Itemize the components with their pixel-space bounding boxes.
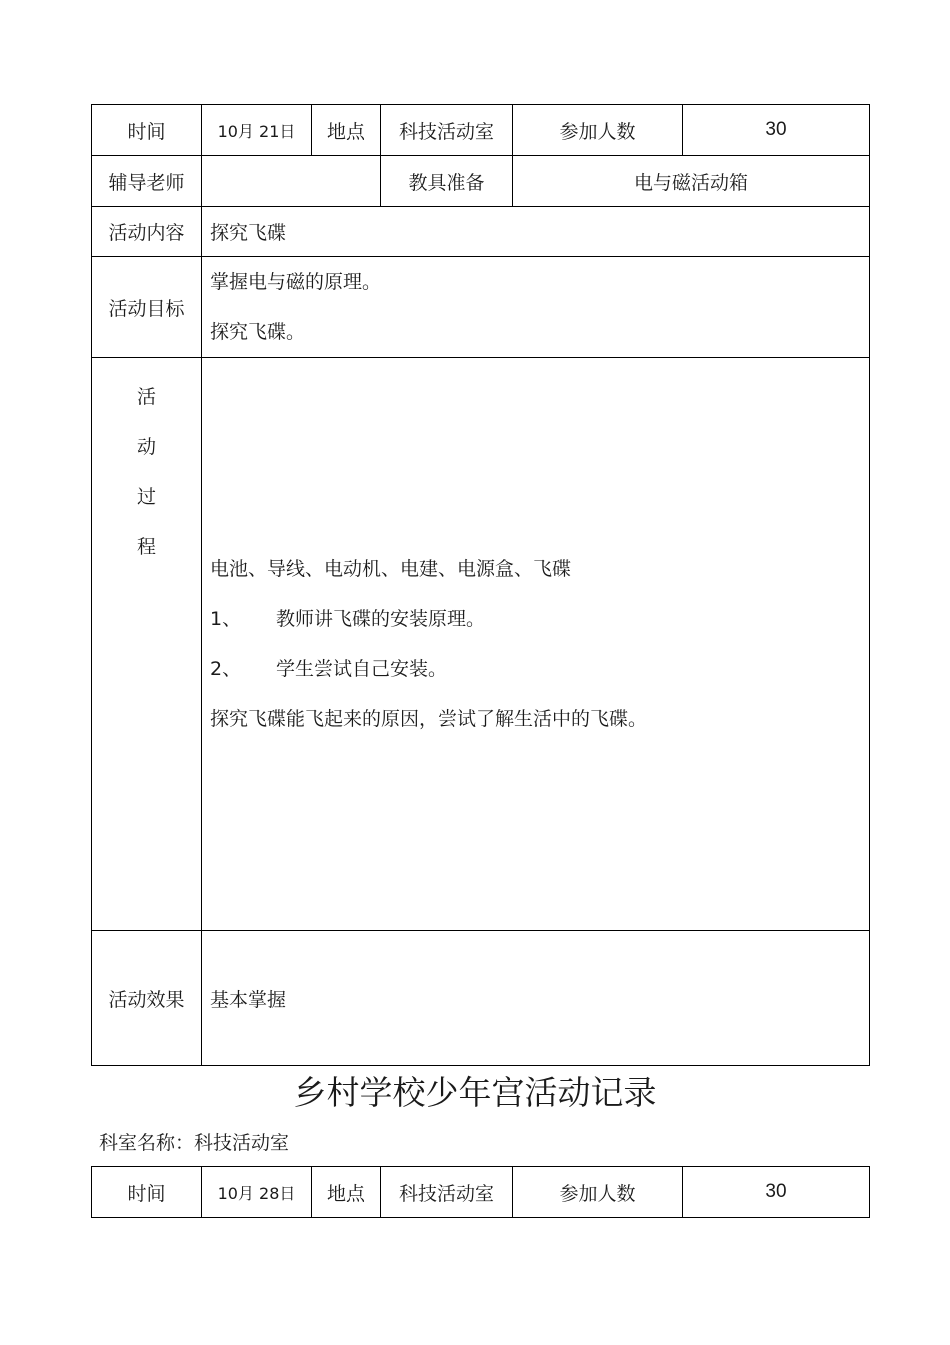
time-label: 时间 (92, 1167, 202, 1218)
step-number: 2、 (210, 658, 242, 680)
place-label: 地点 (312, 1167, 381, 1218)
equipment-value: 电与磁活动箱 (513, 156, 870, 207)
process-step (210, 594, 869, 644)
process-label-char: 过 (136, 486, 156, 508)
goal-label: 活动目标 (92, 257, 202, 358)
step-number: 1、 (210, 608, 242, 630)
participants-value: 30 (683, 1167, 870, 1218)
process-label-char: 程 (136, 536, 156, 558)
teacher-value (202, 156, 381, 207)
row-time (92, 1167, 870, 1218)
row-time (92, 105, 870, 156)
goal-value (202, 257, 870, 358)
row-process (92, 358, 870, 931)
effect-value: 基本掌握 (202, 931, 870, 1066)
process-label-char: 活 (136, 386, 156, 408)
row-teacher (92, 156, 870, 207)
goal-line: 探究飞碟。 (210, 321, 306, 343)
content-label: 活动内容 (92, 207, 202, 257)
teacher-label: 辅导老师 (92, 156, 202, 207)
step-text: 学生尝试自己安装。 (276, 658, 448, 680)
date-value: 10月 28日 (202, 1167, 312, 1218)
process-value (202, 358, 870, 931)
participants-label: 参加人数 (513, 1167, 683, 1218)
row-goal (92, 257, 870, 358)
page-title: 乡村学校少年宫活动记录 (293, 1073, 657, 1112)
activity-record-table-2 (91, 1166, 870, 1218)
content-value: 探究飞碟 (202, 207, 870, 257)
equipment-label: 教具准备 (381, 156, 513, 207)
step-text: 教师讲飞碟的安装原理。 (276, 608, 486, 630)
department-name: 科室名称：科技活动室 (99, 1132, 290, 1154)
row-effect (92, 931, 870, 1066)
activity-record-table-1 (91, 104, 870, 1066)
process-summary: 探究飞碟能飞起来的原因，尝试了解生活中的飞碟。 (210, 708, 648, 730)
place-label: 地点 (312, 105, 381, 156)
effect-label: 活动效果 (92, 931, 202, 1066)
place-value: 科技活动室 (381, 105, 513, 156)
row-content (92, 207, 870, 257)
process-label-char: 动 (136, 436, 156, 458)
participants-value: 30 (683, 105, 870, 156)
process-materials: 电池、导线、电动机、电建、电源盒、飞碟 (210, 558, 572, 580)
time-label: 时间 (92, 105, 202, 156)
process-step (210, 644, 869, 694)
place-value: 科技活动室 (381, 1167, 513, 1218)
goal-line: 掌握电与磁的原理。 (210, 271, 382, 293)
process-label (92, 358, 202, 931)
participants-label: 参加人数 (513, 105, 683, 156)
date-value: 10月 21日 (202, 105, 312, 156)
